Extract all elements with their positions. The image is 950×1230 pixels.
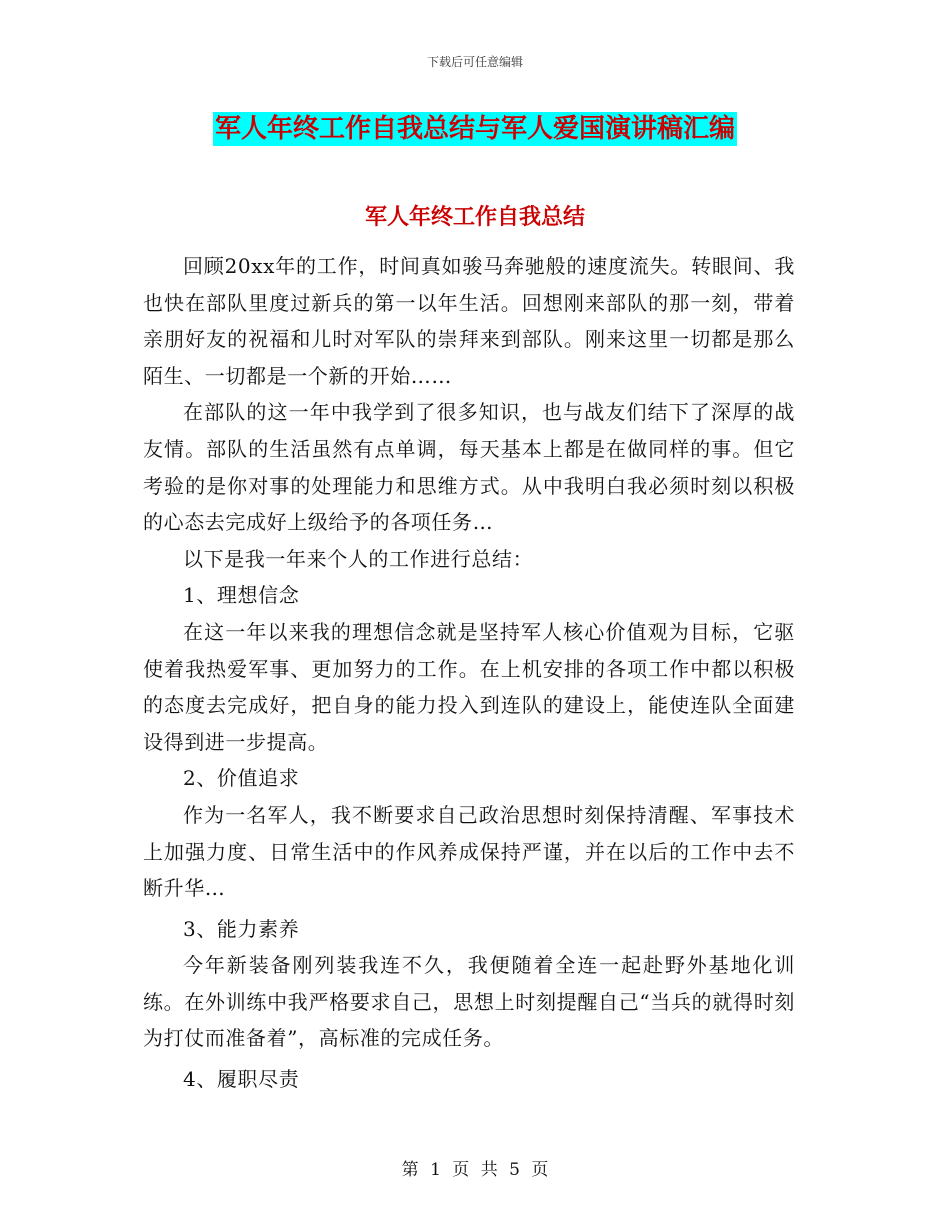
paragraph: 以下是我一年来个人的工作进行总结： [183, 546, 534, 571]
section-title: 军人年终工作自我总结 [364, 204, 585, 230]
document-title [0, 112, 950, 146]
heading-item: 2、价值追求 [183, 766, 300, 791]
heading-item: 1、理想信念 [183, 583, 300, 608]
paragraph: 在这一年以来我的理想信念就是坚持军人核心价值观为目标，它驱使着我热爱军事、更加努力的工作。在上机安排的各项工作中都以积极的态度去完成好，把自身的能力投入到连队的建设上，能使连队全面建设得到进一步提高。 [143, 619, 795, 754]
paragraph: 在部队的这一年中我学到了很多知识，也与战友们结下了深厚的战友情。部队的生活虽然有点单调，每天基本上都是在做同样的事。但它考验的是你对事的处理能力和思维方式。从中我明白我必须时刻以积极的心态去完成好上级给予的各项任务… [143, 400, 795, 535]
document-title-text: 军人年终工作自我总结与军人爱国演讲稿汇编 [214, 114, 735, 144]
paragraph: 回顾20xx年的工作，时间真如骏马奔驰般的速度流失。转眼间、我也快在部队里度过新兵的第一以年生活。回想刚来部队的那一刻，带着亲朋好友的祝福和儿时对军队的崇拜来到部队。刚来这里一切都是那么陌生、一切都是一个新的开始…… [143, 254, 795, 388]
header-note: 下载后可任意编辑 [426, 55, 523, 69]
heading-item: 3、能力素养 [183, 916, 300, 941]
paragraph: 今年新装备刚列装我连不久，我便随着全连一起赴野外基地化训练。在外训练中我严格要求自己，思想上时刻提醒自己“当兵的就得时刻为打仗而准备着”，高标准的完成任务。 [143, 953, 795, 1051]
paragraph: 作为一名军人，我不断要求自己政治思想时刻保持清醒、军事技术上加强力度、日常生活中的作风养成保持严谨，并在以后的工作中去不断升华… [143, 802, 795, 901]
page-footer: 第 1 页 共 5 页 [401, 1160, 549, 1180]
document-body [143, 248, 795, 1098]
heading-item: 4、履职尽责 [183, 1067, 300, 1092]
